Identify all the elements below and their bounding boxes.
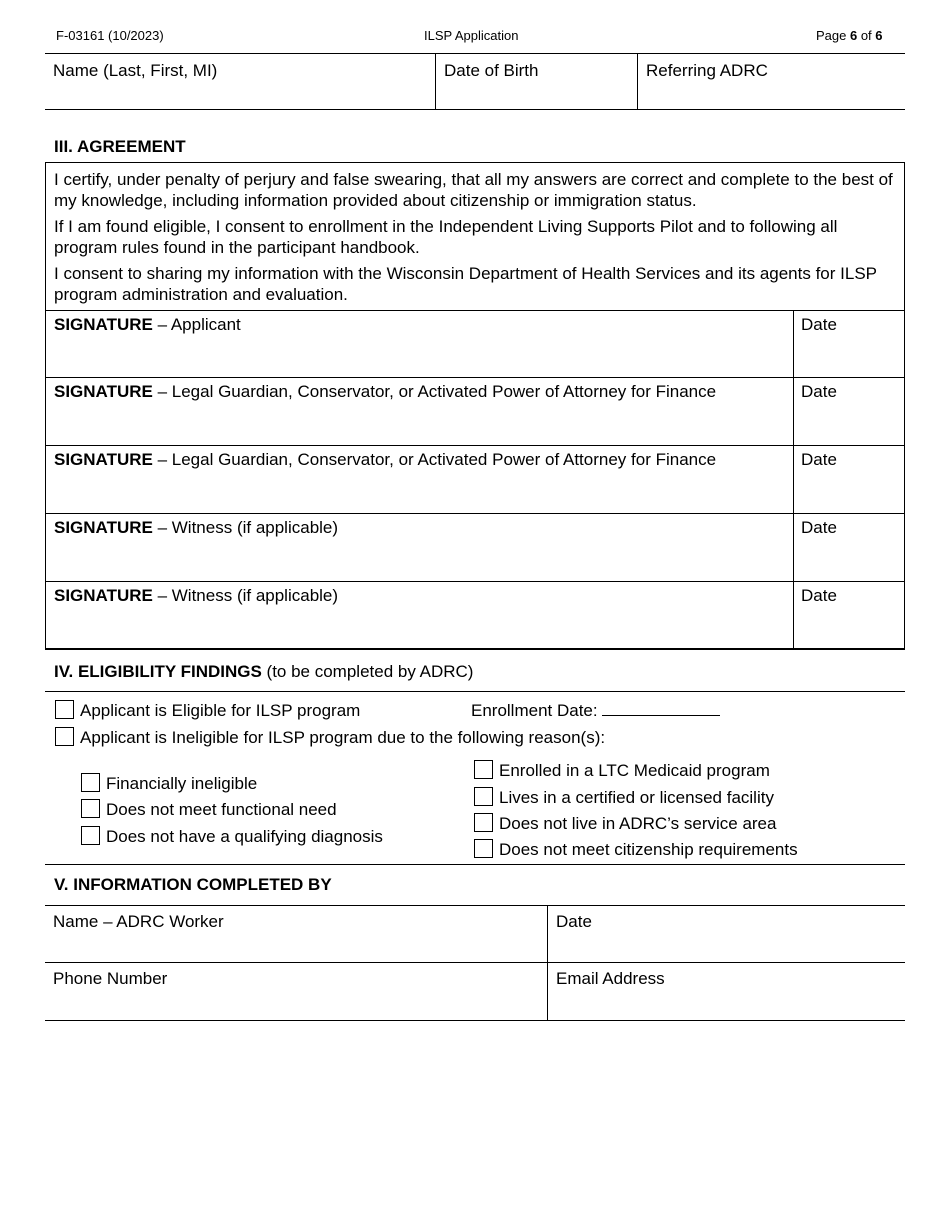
page-total: 6 bbox=[875, 28, 883, 43]
signature-row-witness-1 bbox=[46, 513, 904, 581]
signature-role: – Witness (if applicable) bbox=[152, 586, 339, 605]
applicant-identity-row bbox=[45, 53, 905, 110]
referring-adrc-field[interactable] bbox=[638, 54, 905, 109]
date-label: Date bbox=[801, 315, 837, 334]
signature-field[interactable] bbox=[46, 514, 794, 581]
agreement-paragraph: I certify, under penalty of perjury and false swearing, that all my answers are correct and complete to the best of my knowledge, including information provided about citizenship or immigration status. bbox=[54, 170, 893, 210]
signature-row-witness-2 bbox=[46, 581, 904, 649]
completed-date-label: Date bbox=[556, 912, 592, 931]
date-label: Date bbox=[801, 586, 837, 605]
reason-checkbox[interactable] bbox=[474, 787, 493, 806]
signature-field[interactable] bbox=[46, 446, 794, 513]
signature-row-applicant bbox=[46, 310, 904, 378]
signature-date-field[interactable] bbox=[794, 378, 904, 445]
phone-number-field[interactable] bbox=[45, 963, 548, 1021]
eligible-label: Applicant is Eligible for ILSP program bbox=[80, 701, 361, 720]
agreement-box bbox=[45, 162, 905, 650]
divider bbox=[45, 864, 905, 865]
eligible-checkbox[interactable] bbox=[55, 700, 74, 719]
signature-date-field[interactable] bbox=[794, 446, 904, 513]
referring-adrc-label: Referring ADRC bbox=[646, 61, 768, 80]
signature-word: SIGNATURE bbox=[54, 518, 153, 537]
reason-label: Lives in a certified or licensed facility bbox=[499, 788, 774, 807]
signature-row-guardian-2 bbox=[46, 445, 904, 513]
phone-number-label: Phone Number bbox=[53, 969, 168, 988]
eligibility-title-note: (to be completed by ADRC) bbox=[261, 662, 474, 681]
signature-field[interactable] bbox=[46, 582, 794, 649]
signature-role: – Applicant bbox=[152, 315, 241, 334]
signature-date-field[interactable] bbox=[794, 311, 904, 378]
signature-date-field[interactable] bbox=[794, 582, 904, 649]
adrc-worker-label: Name – ADRC Worker bbox=[53, 912, 224, 931]
reason-checkbox[interactable] bbox=[474, 839, 493, 858]
dob-label: Date of Birth bbox=[444, 61, 539, 80]
reason-option bbox=[81, 826, 383, 847]
dob-field[interactable] bbox=[436, 54, 638, 109]
completed-by-table bbox=[45, 905, 905, 1021]
signature-field[interactable] bbox=[46, 311, 794, 378]
reason-label: Does not have a qualifying diagnosis bbox=[106, 827, 383, 846]
name-field[interactable] bbox=[45, 54, 436, 109]
enrollment-date bbox=[471, 700, 720, 721]
eligibility-title-bold: IV. ELIGIBILITY FINDINGS bbox=[54, 662, 262, 681]
agreement-paragraph: If I am found eligible, I consent to enrollment in the Independent Living Supports Pilot and to following all program rules found in the participant handbook. bbox=[54, 217, 838, 257]
form-number: F-03161 (10/2023) bbox=[56, 28, 164, 43]
eligibility-title bbox=[54, 662, 473, 682]
divider bbox=[45, 691, 905, 692]
email-address-label: Email Address bbox=[556, 969, 665, 988]
enrollment-date-label: Enrollment Date: bbox=[471, 701, 598, 720]
reason-checkbox[interactable] bbox=[81, 826, 100, 845]
reason-option bbox=[474, 839, 798, 860]
signature-word: SIGNATURE bbox=[54, 382, 153, 401]
name-label: Name (Last, First, MI) bbox=[53, 61, 218, 80]
completed-date-field[interactable] bbox=[548, 906, 905, 963]
reason-label: Does not meet citizenship requirements bbox=[499, 840, 798, 859]
email-address-field[interactable] bbox=[548, 963, 905, 1021]
signature-word: SIGNATURE bbox=[54, 586, 153, 605]
reason-option bbox=[474, 813, 776, 834]
ineligible-label: Applicant is Ineligible for ILSP program due to the following reason(s): bbox=[80, 728, 606, 747]
signature-role: – Legal Guardian, Conservator, or Activated Power of Attorney for Finance bbox=[152, 382, 717, 401]
page-current: 6 bbox=[849, 28, 858, 43]
ineligible-option bbox=[55, 727, 605, 748]
reason-label: Does not meet functional need bbox=[106, 800, 337, 819]
date-label: Date bbox=[801, 518, 837, 537]
adrc-worker-field[interactable] bbox=[45, 906, 548, 963]
reason-label: Enrolled in a LTC Medicaid program bbox=[499, 761, 770, 780]
agreement-text bbox=[54, 169, 896, 310]
reason-option bbox=[81, 773, 257, 794]
signature-field[interactable] bbox=[46, 378, 794, 445]
completed-by-title: V. INFORMATION COMPLETED BY bbox=[54, 875, 332, 894]
ineligible-checkbox[interactable] bbox=[55, 727, 74, 746]
signature-role: – Legal Guardian, Conservator, or Activated Power of Attorney for Finance bbox=[152, 450, 717, 469]
reason-checkbox[interactable] bbox=[81, 799, 100, 818]
reason-option bbox=[474, 787, 774, 808]
agreement-title: III. AGREEMENT bbox=[54, 137, 186, 156]
form-title: ILSP Application bbox=[424, 28, 519, 43]
reason-label: Financially ineligible bbox=[106, 774, 258, 793]
date-label: Date bbox=[801, 450, 837, 469]
signature-role: – Witness (if applicable) bbox=[152, 518, 339, 537]
signature-word: SIGNATURE bbox=[54, 315, 153, 334]
reason-checkbox[interactable] bbox=[81, 773, 100, 792]
enrollment-date-input[interactable] bbox=[602, 700, 720, 716]
signature-row-guardian-1 bbox=[46, 377, 904, 445]
reason-option bbox=[81, 799, 337, 820]
reason-checkbox[interactable] bbox=[474, 813, 493, 832]
reason-checkbox[interactable] bbox=[474, 760, 493, 779]
eligible-option bbox=[55, 700, 360, 721]
signature-word: SIGNATURE bbox=[54, 450, 153, 469]
page-of: of bbox=[857, 28, 876, 43]
agreement-paragraph: I consent to sharing my information with the Wisconsin Department of Health Services and its agents for ILSP program administration and evaluation. bbox=[54, 264, 877, 304]
signature-date-field[interactable] bbox=[794, 514, 904, 581]
page-number bbox=[816, 28, 883, 43]
reason-option bbox=[474, 760, 770, 781]
page-prefix: Page bbox=[816, 28, 850, 43]
date-label: Date bbox=[801, 382, 837, 401]
reason-label: Does not live in ADRC’s service area bbox=[499, 814, 777, 833]
